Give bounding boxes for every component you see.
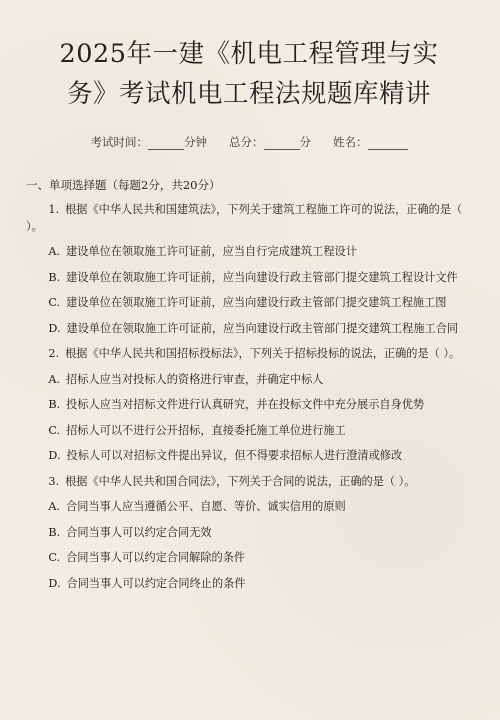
option-label: A. bbox=[48, 500, 61, 513]
option-label: B. bbox=[48, 525, 61, 539]
question-text: 根据《中华人民共和国招标投标法》，下列关于招标投标的说法，正确的是（ ）。 bbox=[65, 347, 461, 360]
score-unit: 分 bbox=[299, 135, 311, 149]
option-label: B. bbox=[48, 398, 61, 411]
name-blank bbox=[368, 137, 408, 150]
score-label: 总分： bbox=[229, 135, 264, 149]
option-label: A. bbox=[48, 245, 61, 258]
time-blank bbox=[148, 137, 184, 150]
question-number: 2. bbox=[48, 347, 60, 360]
option-text: 招标人可以不进行公开招标，直接委托施工单位进行施工 bbox=[66, 423, 346, 437]
time-unit: 分钟 bbox=[184, 135, 207, 149]
time-field bbox=[91, 134, 208, 150]
question-number: 1. bbox=[48, 203, 60, 216]
answer-option bbox=[26, 270, 472, 287]
name-field bbox=[333, 134, 408, 150]
question-stem bbox=[26, 346, 472, 363]
option-text: 合同当事人可以约定合同终止的条件 bbox=[66, 576, 246, 590]
question-number: 3. bbox=[48, 474, 60, 488]
option-label: C. bbox=[48, 296, 61, 309]
answer-option bbox=[26, 295, 472, 312]
score-field bbox=[229, 134, 311, 150]
option-label: C. bbox=[48, 423, 61, 437]
title-line-1: 2025年一建《机电工程管理与实 bbox=[59, 39, 439, 69]
name-label: 姓名： bbox=[333, 135, 368, 149]
option-text: 建设单位在领取施工许可证前，应当向建设行政主管部门提交建筑工程施工合同 bbox=[66, 321, 459, 335]
option-text: 投标人应当对招标文件进行认真研究，并在投标文件中充分展示自身优势 bbox=[66, 398, 425, 411]
option-label: A. bbox=[48, 372, 61, 386]
question-list bbox=[26, 202, 472, 592]
answer-option bbox=[26, 244, 472, 261]
option-label: D. bbox=[48, 321, 61, 335]
score-blank bbox=[264, 137, 300, 150]
option-text: 建设单位在领取施工许可证前，应当向建设行政主管部门提交建筑工程施工图 bbox=[66, 296, 447, 309]
answer-option bbox=[26, 499, 472, 516]
answer-option bbox=[26, 321, 472, 338]
answer-option bbox=[26, 448, 472, 465]
exam-info-row bbox=[26, 134, 472, 150]
question-stem bbox=[26, 474, 472, 491]
option-text: 合同当事人可以约定合同无效 bbox=[66, 525, 212, 539]
option-label: B. bbox=[48, 270, 61, 284]
section-title: 一、单项选择题（每题2分，共20分） bbox=[26, 178, 221, 192]
page-title bbox=[26, 34, 472, 114]
option-text: 建设单位在领取施工许可证前，应当向建设行政主管部门提交建筑工程设计文件 bbox=[66, 270, 458, 284]
answer-option bbox=[26, 423, 472, 440]
question-text: 根据《中华人民共和国建筑法》，下列关于建筑工程施工许可的说法，正确的是（ ）。 bbox=[26, 203, 463, 233]
answer-option bbox=[26, 550, 472, 567]
option-text: 招标人应当对投标人的资格进行审查，并确定中标人 bbox=[66, 372, 324, 386]
option-text: 投标人可以对招标文件提出异议，但不得要求招标人进行澄清或修改 bbox=[66, 449, 403, 462]
option-label: C. bbox=[48, 551, 61, 564]
option-text: 建设单位在领取施工许可证前，应当自行完成建筑工程设计 bbox=[66, 245, 357, 258]
title-line-2: 务》考试机电工程法规题库精讲 bbox=[66, 79, 431, 109]
option-text: 合同当事人可以约定合同解除的条件 bbox=[66, 551, 246, 564]
answer-option bbox=[26, 525, 472, 542]
question-stem bbox=[26, 202, 472, 235]
option-text: 合同当事人应当遵循公平、自愿、等价、诚实信用的原则 bbox=[66, 500, 346, 513]
question-text: 根据《中华人民共和国合同法》，下列关于合同的说法，正确的是（ ）。 bbox=[65, 474, 416, 488]
option-label: D. bbox=[48, 576, 61, 590]
answer-option bbox=[26, 397, 472, 414]
answer-option bbox=[26, 576, 472, 593]
time-label: 考试时间： bbox=[90, 135, 148, 149]
answer-option bbox=[26, 372, 472, 389]
option-label: D. bbox=[48, 449, 61, 462]
